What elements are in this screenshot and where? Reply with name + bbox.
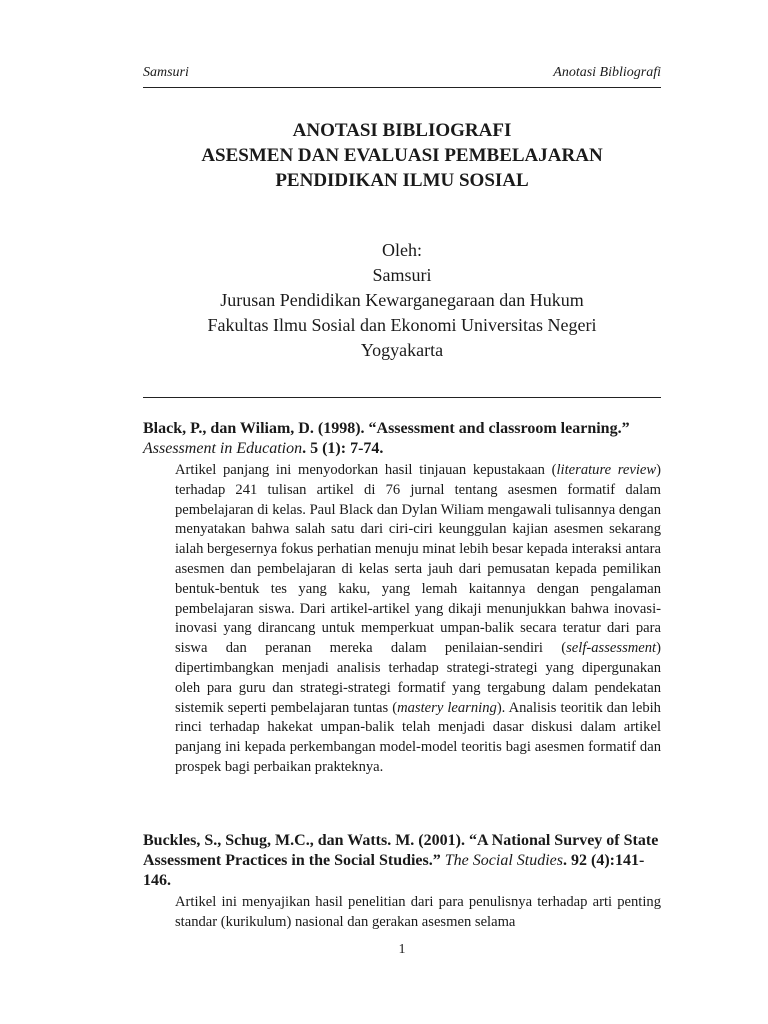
author-block (143, 238, 661, 363)
annotation-segment: ). Analisis teoritik dan lebih rinci terhadap hakekat umpan-balik telah menjadi dasar diskusi dalam artikel panjang ini kepada perkembangan model-model teoritis bagi asesmen formatif dan prospek bagi perbaikan prakteknya. (175, 699, 661, 775)
author-city: Yogyakarta (360, 340, 444, 360)
author-name: Samsuri (372, 265, 432, 285)
author-by: Oleh: (382, 240, 422, 260)
document-title (143, 118, 661, 193)
header-rule (143, 87, 661, 88)
author-faculty: Fakultas Ilmu Sosial dan Ekonomi Universitas Negeri (207, 315, 597, 335)
annotation-italic: literature review (556, 462, 657, 478)
annotation-segment: ) terhadap 241 tulisan artikel di 76 jurnal tentang asesmen formatif dalam pembelajaran di kelas. Paul Black dan Dylan Wiliam mengawali tulisannya dengan menyatakan bahwa salah satu dari ciri-ciri keunggulan kajian asesmen sekarang ialah bergesernya fokus perhatian menuju minat lebih besar kepada interaksi antara asesmen dan pembelajaran di kelas serta jauh dari pemusatan kepada pemilikan bentuk-bentuk tes yang kaku, yang lemah kaitannya dengan pengalaman pembelajaran siswa. Dari artikel-artikel yang dikaji menunjukkan bahwa inovasi-inovasi yang dirancang untuk memperkuat umpan-balik secara teratur dari para siswa dan peranan mereka dalam penilaian-sendiri ( (175, 462, 661, 657)
title-line-3: PENDIDIKAN ILMU SOSIAL (275, 170, 529, 191)
reference-journal: Assessment in Education (143, 440, 303, 457)
title-line-1: ANOTASI BIBLIOGRAFI (292, 120, 512, 141)
section-rule (143, 397, 661, 398)
reference-volume: . 5 (1): 7-74. (302, 440, 384, 457)
reference-authors: Black, P., dan Wiliam, D. (1998). “Assessment and classroom learning.” (143, 420, 630, 437)
header-title: Anotasi Bibliografi (553, 65, 661, 80)
annotation-segment: Artikel panjang ini menyodorkan hasil tinjauan kepustakaan ( (175, 462, 557, 478)
reference-volume: . 92 (4):141-146. (143, 852, 645, 889)
title-line-2: ASESMEN DAN EVALUASI PEMBELAJARAN (201, 145, 603, 166)
page-number: 1 (398, 942, 406, 957)
reference-authors: Buckles, S., Schug, M.C., dan Watts. M. (2001). “A National Survey of State Assessment Practices in the Social Studies.” (143, 832, 659, 869)
header-author: Samsuri (143, 65, 189, 80)
reference-journal: The Social Studies (444, 852, 563, 869)
annotation-segment: ) dipertimbangkan menjadi analisis terhadap strategi-strategi yang dipergunakan oleh para guru dan strategi-strategi formatif yang tergabung dalam pendekatan sistemik seperti pembelajaran tuntas ( (175, 640, 661, 716)
annotation-italic: mastery learning (397, 699, 497, 716)
annotation-segment: Artikel ini menyajikan hasil penelitian dari para penulisnya terhadap arti penting standar (kurikulum) nasional dan gerakan asesmen selama (175, 894, 661, 930)
reference-entry (143, 419, 661, 459)
annotation-text (175, 461, 661, 778)
annotation-italic: self-assessment (566, 640, 657, 657)
running-header (143, 65, 661, 85)
author-department: Jurusan Pendidikan Kewarganegaraan dan Hukum (220, 290, 584, 310)
reference-entry (143, 831, 661, 891)
annotation-text (175, 893, 661, 933)
